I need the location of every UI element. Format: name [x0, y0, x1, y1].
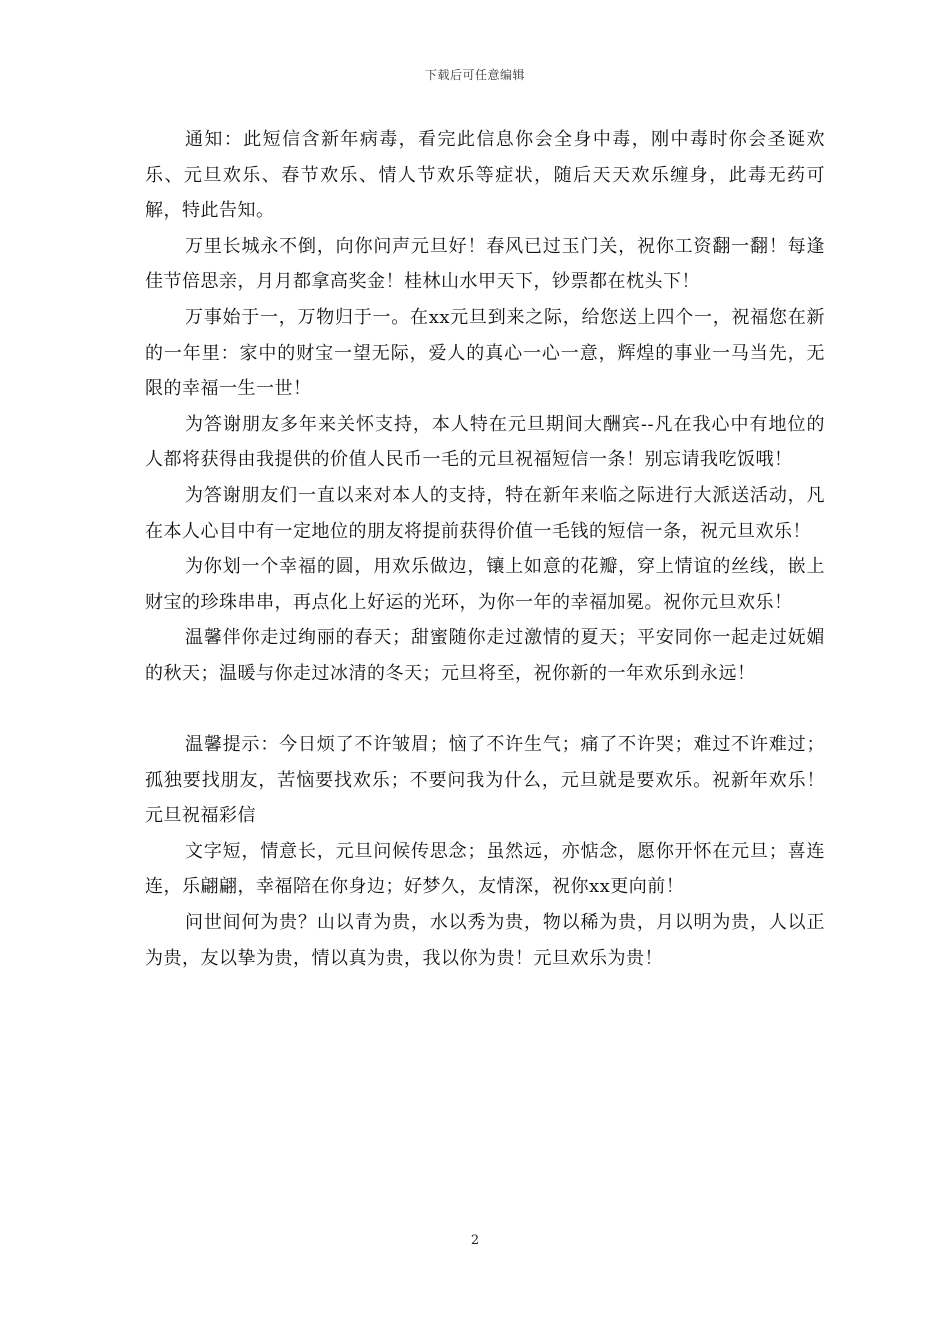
- paragraph-thanks-friends: 为答谢朋友多年来关怀支持，本人特在元旦期间大酬宾--凡在我心中有地位的人都将获得由我提供的价值人民币一毛的元旦祝福短信一条！别忘请我吃饭哦！: [145, 413, 825, 471]
- paragraph-notice: 通知：此短信含新年病毒，看完此信息你会全身中毒，刚中毒时你会圣诞欢乐、元旦欢乐、春节欢乐、情人节欢乐等症状，随后天天欢乐缠身，此毒无药可解，特此告知。: [145, 129, 825, 222]
- paragraph-four-ones: 万事始于一，万物归于一。在xx元旦到来之际，给您送上四个一，祝福您在新的一年里：家中的财宝一望无际，爱人的真心一心一意，辉煌的事业一马当先，无限的幸福一生一世！: [145, 306, 825, 400]
- paragraph-great-wall: 万里长城永不倒，向你问声元旦好！春风已过玉门关，祝你工资翻一翻！每逢佳节倍思亲，月月都拿高奖金！桂林山水甲天下，钞票都在枕头下！: [145, 235, 825, 293]
- paragraph-four-seasons: 温馨伴你走过绚丽的春天；甜蜜随你走过激情的夏天；平安同你一起走过妩媚的秋天；温暖与你走过冰清的冬天；元旦将至，祝你新的一年欢乐到永远！: [145, 627, 825, 684]
- paragraph-what-is-precious: 问世间何为贵？山以青为贵，水以秀为贵，物以稀为贵，月以明为贵，人以正为贵，友以挚为贵，情以真为贵，我以你为贵！元旦欢乐为贵！: [145, 912, 825, 969]
- paragraph-short-words: 文字短，情意长，元旦问候传思念；虽然远，亦惦念，愿你开怀在元旦；喜连连，乐翩翩，幸福陪在你身边；好梦久，友情深，祝你xx更向前！: [145, 840, 825, 898]
- paragraph-thanks-support: 为答谢朋友们一直以来对本人的支持，特在新年来临之际进行大派送活动，凡在本人心目中有一定地位的朋友将提前获得价值一毛钱的短信一条，祝元旦欢乐！: [145, 484, 825, 542]
- document-body: [145, 122, 825, 976]
- page-number: 2: [470, 1233, 480, 1248]
- paragraph-happy-circle: 为你划一个幸福的圆，用欢乐做边，镶上如意的花瓣，穿上情谊的丝线，嵌上财宝的珍珠串串，再点化上好运的光环，为你一年的幸福加冕。祝你元旦欢乐！: [145, 556, 825, 613]
- paragraph-warm-tips: 温馨提示：今日烦了不许皱眉；恼了不许生气；痛了不许哭；难过不许难过；孤独要找朋友，苦恼要找欢乐；不要问我为什么，元旦就是要欢乐。祝新年欢乐！元旦祝福彩信: [145, 734, 825, 827]
- page-header: 下载后可任意编辑: [424, 68, 525, 82]
